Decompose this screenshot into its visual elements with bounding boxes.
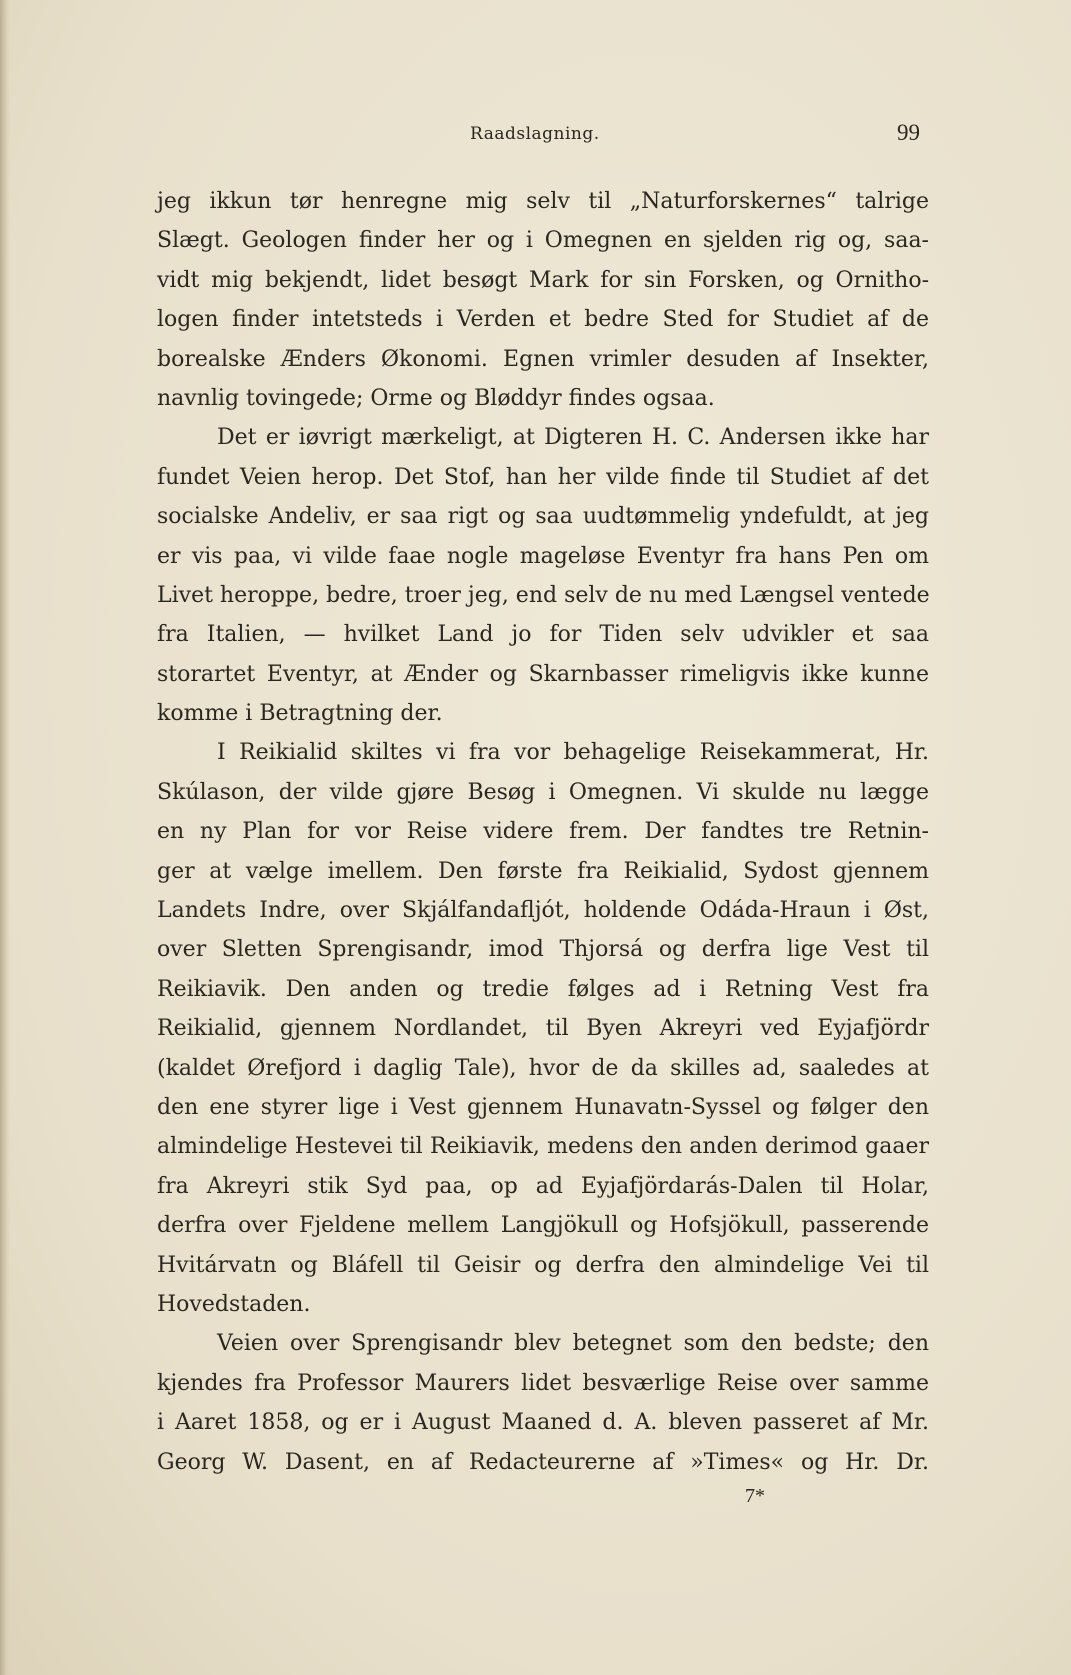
text-line: navnlig tovingede; Orme og Bløddyr findes ogsaa.: [157, 385, 715, 411]
text-line: fra Italien, — hvilket Land jo for Tiden selv udvikler et saa: [157, 622, 929, 648]
text-line: Det er iøvrigt mærkeligt, at Digteren H. C. Andersen ikke har: [217, 425, 929, 451]
running-title: Raadslagning.: [470, 124, 600, 144]
text-line: Livet heroppe, bedre, troer jeg, end selv de nu med Længsel ventede: [157, 582, 930, 608]
text-line: logen finder intetsteds i Verden et bedre Sted for Studiet af de: [157, 307, 929, 333]
text-line: Landets Indre, over Skjálfandafljót, holdende Odáda-Hraun i Øst,: [157, 898, 929, 924]
signature-mark: 7*: [745, 1485, 765, 1507]
text-line: i Aaret 1858, og er i August Maaned d. A. bleven passeret af Mr.: [157, 1410, 929, 1436]
text-line: er vis paa, vi vilde faae nogle mageløse Eventyr fra hans Pen om: [157, 543, 929, 569]
text-line: (kaldet Ørefjord i daglig Tale), hvor de da skilles ad, saaledes at: [157, 1055, 929, 1081]
text-line: en ny Plan for vor Reise videre frem. Der fandtes tre Retnin-: [157, 819, 929, 845]
text-line: fra Akreyri stik Syd paa, op ad Eyjafjördarás-Dalen til Holar,: [157, 1173, 929, 1199]
text-line: jeg ikkun tør henregne mig selv til „Naturforskernes“ talrige: [157, 189, 929, 214]
text-line: I Reikialid skiltes vi fra vor behagelige Reisekammerat, Hr.: [217, 740, 929, 766]
text-line: Reikiavik. Den anden og tredie følges ad i Retning Vest fra: [157, 976, 929, 1002]
text-line: kjendes fra Professor Maurers lidet besværlige Reise over samme: [157, 1370, 929, 1396]
body-text: [157, 182, 929, 1482]
text-line: Hovedstaden.: [157, 1291, 311, 1317]
text-line: Hvitárvatn og Bláfell til Geisir og derfra den almindelige Vei til: [157, 1252, 929, 1278]
page-binding-shadow: [0, 0, 10, 1675]
text-line: Veien over Sprengisandr blev betegnet som den bedste; den: [217, 1331, 929, 1357]
text-line: storartet Eventyr, at Ænder og Skarnbasser rimeligvis ikke kunne: [157, 661, 929, 687]
text-line: Skúlason, der vilde gjøre Besøg i Omegnen. Vi skulde nu lægge: [157, 779, 929, 805]
text-line: borealske Ænders Økonomi. Egnen vrimler desuden af Insekter,: [157, 346, 929, 372]
text-line: over Sletten Sprengisandr, imod Thjorsá og derfra lige Vest til: [157, 937, 929, 963]
text-line: komme i Betragtning der.: [157, 701, 443, 727]
text-line: derfra over Fjeldene mellem Langjökull og Hofsjökull, passerende: [157, 1213, 929, 1239]
page-number: 99: [897, 120, 920, 145]
text-line: Georg W. Dasent, en af Redacteurerne af »Times« og Hr. Dr.: [157, 1449, 929, 1475]
text-line: Slægt. Geologen finder her og i Omegnen en sjelden rig og, saa-: [157, 228, 929, 254]
text-line: socialske Andeliv, er saa rigt og saa uudtømmelig yndefuldt, at jeg: [157, 504, 929, 530]
text-line: Reikialid, gjennem Nordlandet, til Byen Akreyri ved Eyjafjördr: [157, 1016, 929, 1042]
text-line: den ene styrer lige i Vest gjennem Hunavatn-Syssel og følger den: [157, 1094, 929, 1120]
text-line: ger at vælge imellem. Den første fra Reikialid, Sydost gjennem: [157, 858, 929, 884]
text-line: vidt mig bekjendt, lidet besøgt Mark for sin Forsken, og Ornitho-: [157, 267, 929, 293]
text-line: almindelige Hestevei til Reikiavik, medens den anden derimod gaaer: [157, 1134, 929, 1160]
text-line: fundet Veien herop. Det Stof, han her vilde finde til Studiet af det: [157, 464, 929, 490]
